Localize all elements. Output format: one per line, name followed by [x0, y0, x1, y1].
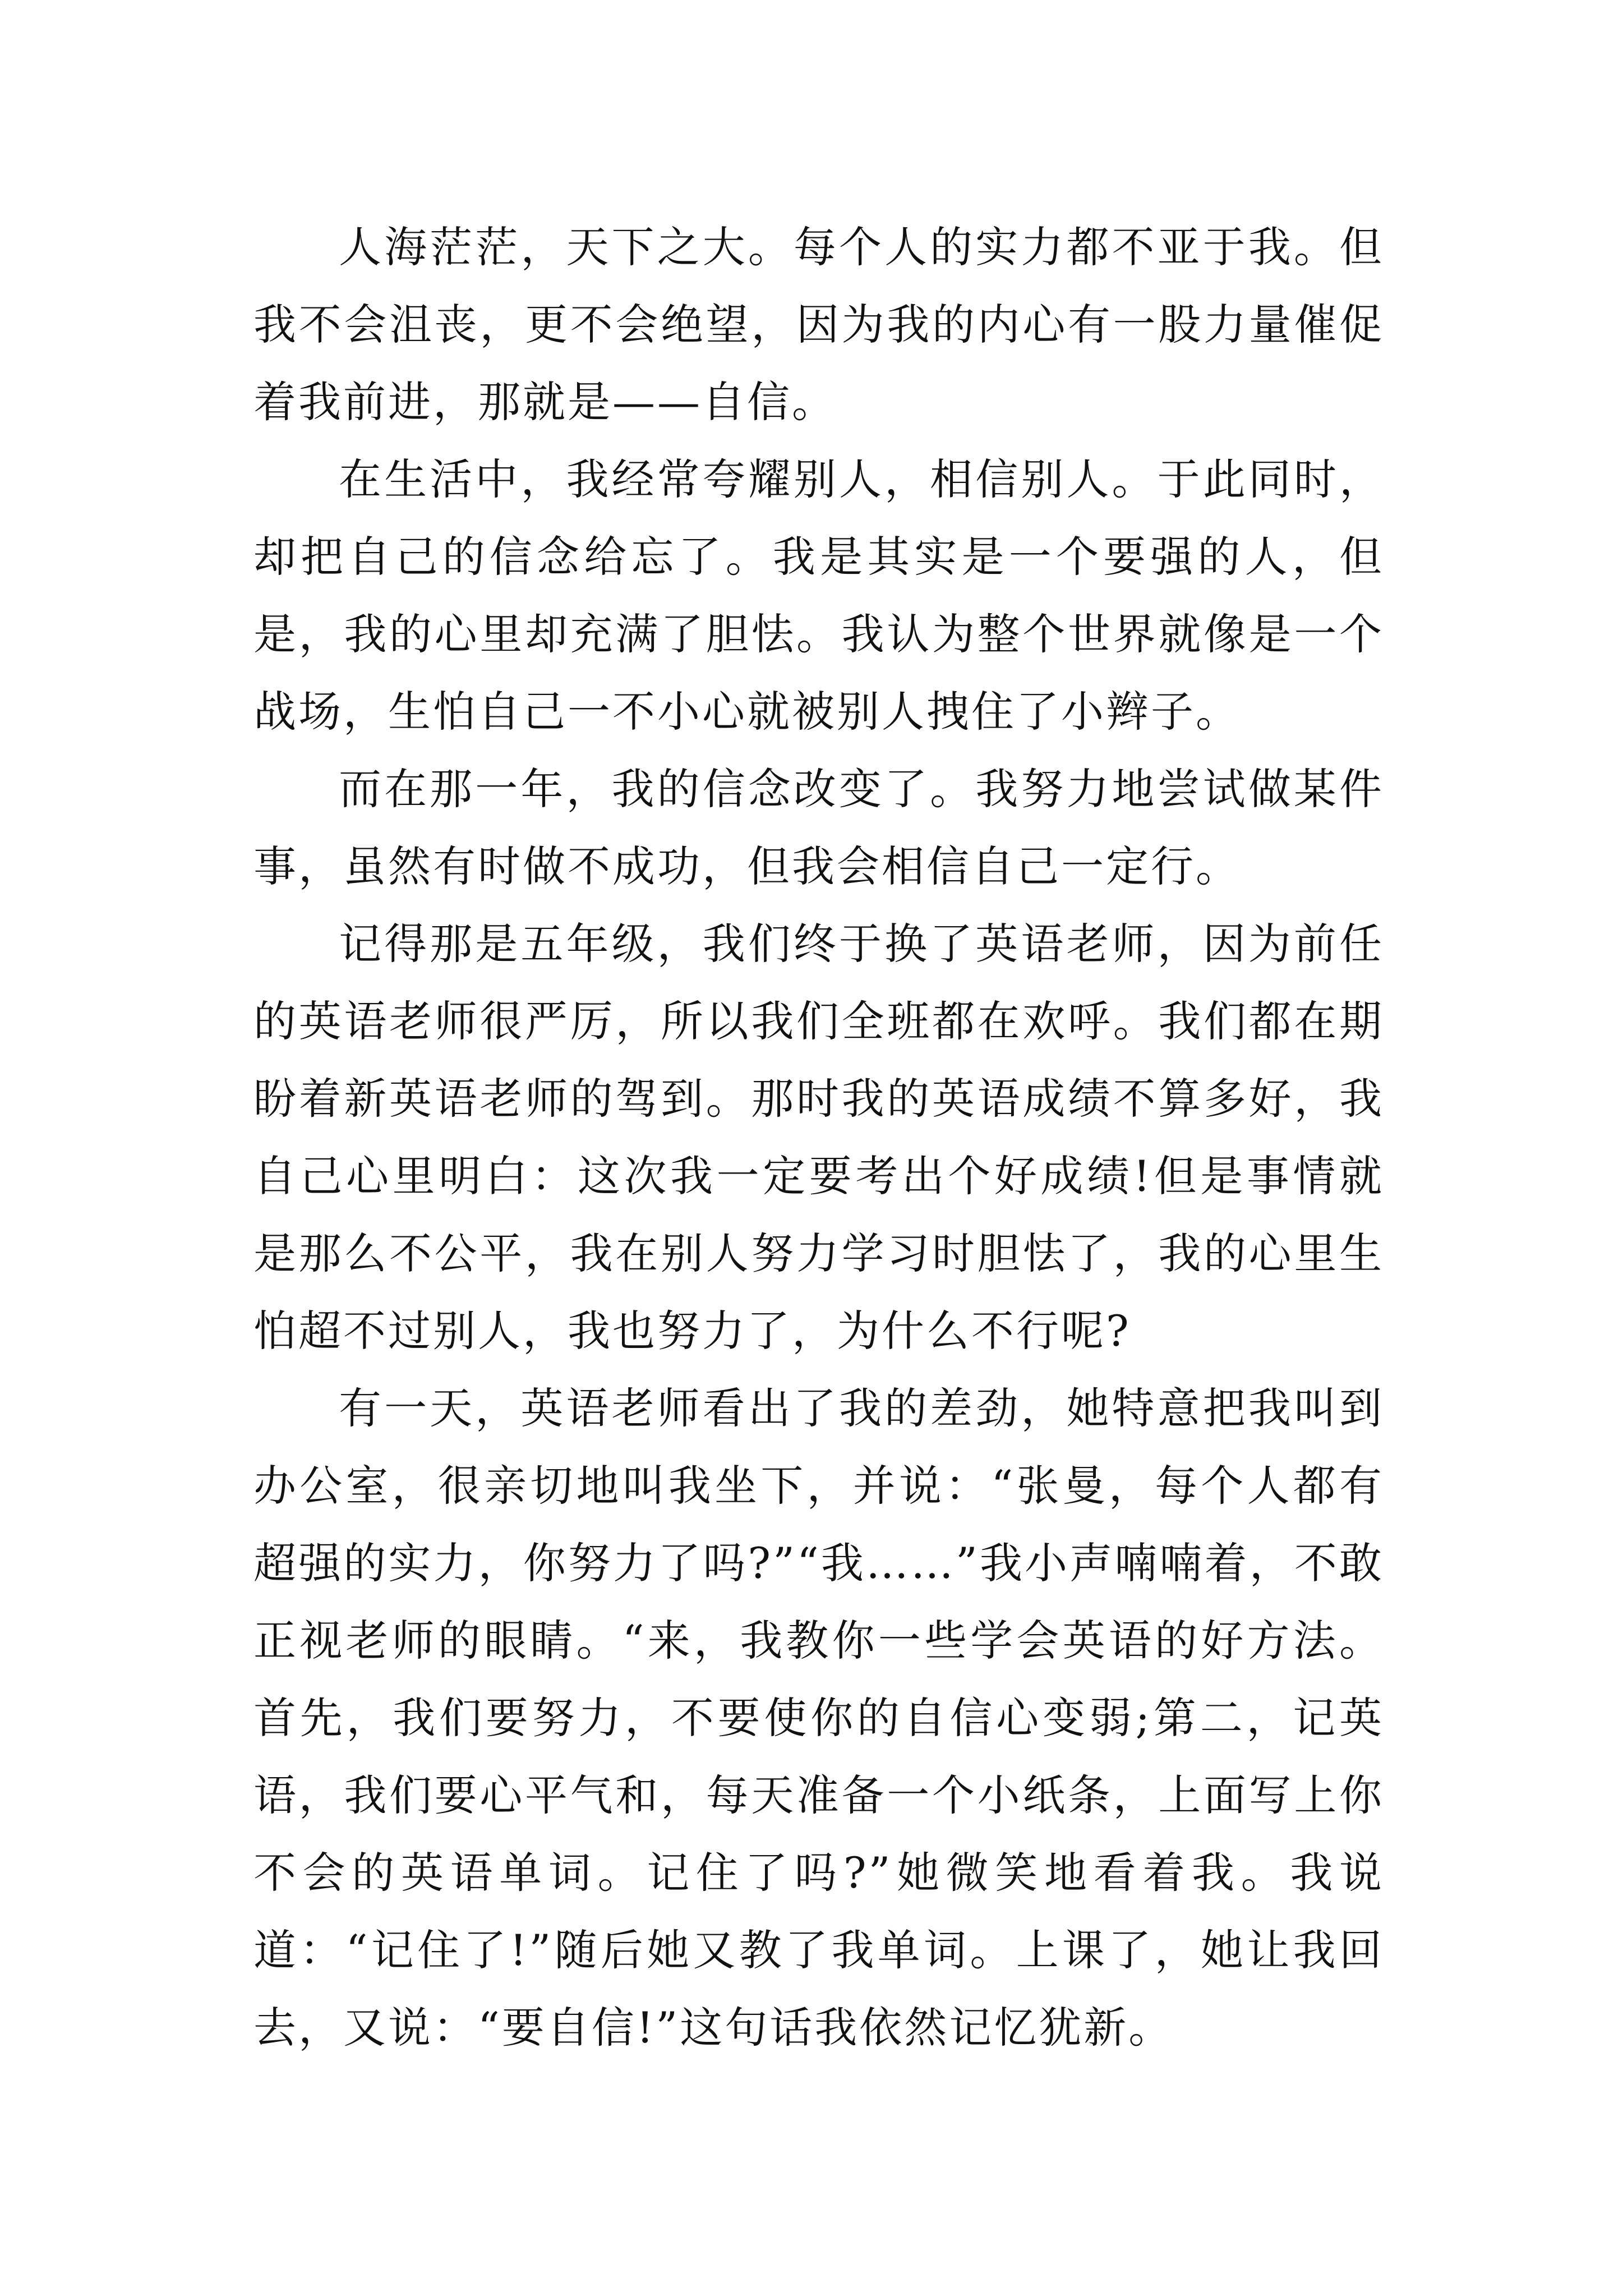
paragraph-1: 人海茫茫，天下之大。每个人的实力都不亚于我。但我不会沮丧，更不会绝望，因为我的内心有一股力量催促着我前进，那就是——自信。	[253, 222, 1384, 427]
paragraph-2: 在生活中，我经常夸耀别人，相信别人。于此同时，却把自己的信念给忘了。我是其实是一个要强的人，但是，我的心里却充满了胆怯。我认为整个世界就像是一个战场，生怕自己一不小心就被别人拽住了小辫子。	[253, 454, 1384, 737]
paragraph-4: 记得那是五年级，我们终于换了英语老师，因为前任的英语老师很严厉，所以我们全班都在欢呼。我们都在期盼着新英语老师的驾到。那时我的英语成绩不算多好，我自己心里明白：这次我一定要考出个好成绩!但是事情就是那么不公平，我在别人努力学习时胆怯了，我的心里生怕超不过别人，我也努力了，为什么不行呢?	[253, 919, 1384, 1356]
paragraph-5: 有一天，英语老师看出了我的差劲，她特意把我叫到办公室，很亲切地叫我坐下，并说：“张曼，每个人都有超强的实力，你努力了吗?”“我……”我小声喃喃着，不敢正视老师的眼睛。“来，我教你一些学会英语的好方法。首先，我们要努力，不要使你的自信心变弱;第二，记英语，我们要心平气和，每天准备一个小纸条，上面写上你不会的英语单词。记住了吗?”她微笑地看着我。我说道：“记住了!”随后她又教了我单词。上课了，她让我回去，又说：“要自信!”这句话我依然记忆犹新。	[253, 1383, 1384, 2053]
paragraph-3: 而在那一年，我的信念改变了。我努力地尝试做某件事，虽然有时做不成功，但我会相信自己一定行。	[253, 764, 1384, 891]
essay-body	[253, 209, 1384, 2067]
